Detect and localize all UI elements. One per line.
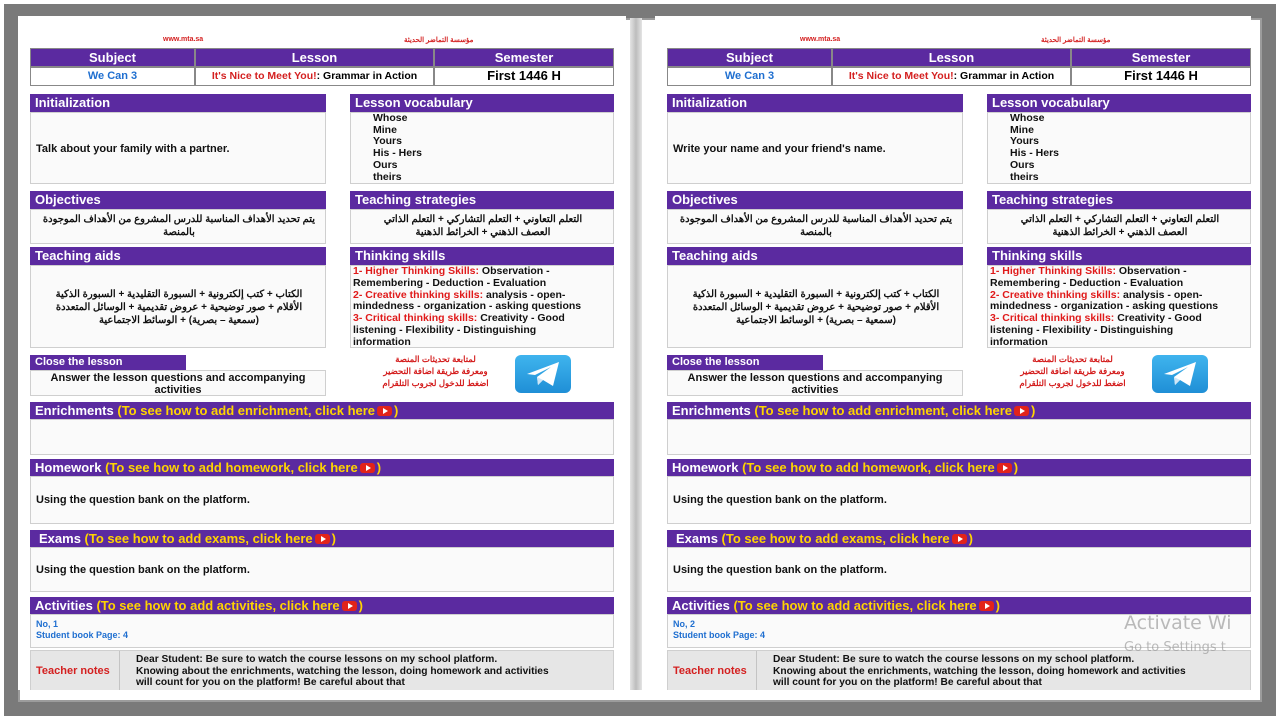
enrichments-box xyxy=(667,419,1251,455)
watermark-line1: Activate Wi xyxy=(1124,612,1232,634)
homework-link[interactable]: (To see how to add homework, click here xyxy=(742,460,995,475)
initialization-header: Initialization xyxy=(667,94,963,112)
list-line: His - Hers xyxy=(373,147,423,160)
site-url[interactable]: www.mta.sa xyxy=(163,36,204,43)
list-line: يتم تحديد الأهداف المناسبة للدرس المشروع من الأهداف الموجودة xyxy=(679,214,953,225)
list-line: الأقلام + صور توضيحية + عروض تقديمية + الوسائل المتعددة xyxy=(55,302,303,313)
thinking-text xyxy=(353,266,615,349)
site-name: مؤسسة التماضر الحديثة xyxy=(404,37,474,44)
creative-label: 2- Creative thinking skills: xyxy=(353,288,484,301)
activity-page: Student book Page: 4 xyxy=(673,630,766,640)
telegram-button[interactable] xyxy=(1152,355,1208,393)
thinking-text xyxy=(990,266,1251,349)
aids-box xyxy=(30,265,326,348)
close-text-1: Answer the lesson questions and accompanying xyxy=(687,372,943,384)
lesson-value xyxy=(195,67,434,86)
exams-text: Using the question bank on the platform. xyxy=(36,564,250,576)
activities-title: Activities xyxy=(35,598,93,613)
activities-link-close: ) xyxy=(358,598,364,613)
list-line: لمتابعة تحديثات المنصة xyxy=(1032,354,1113,364)
initialization-box xyxy=(667,112,963,184)
teacher-notes-label: Teacher notes xyxy=(36,665,110,677)
subject-value: We Can 3 xyxy=(667,67,832,86)
list-line: بالمنصة xyxy=(163,227,195,238)
aids-header: Teaching aids xyxy=(30,247,326,265)
telegram-promo-text[interactable] xyxy=(363,353,508,389)
telegram-button[interactable] xyxy=(515,355,571,393)
lesson-subtitle: : Grammar in Action xyxy=(316,70,418,82)
activities-link[interactable]: (To see how to add activities, click here xyxy=(733,598,977,613)
enrichments-link[interactable]: (To see how to add enrichment, click here xyxy=(754,403,1013,418)
critical-label: 3- Critical thinking skills: xyxy=(353,312,478,325)
higher-text-2: Remembering - Deduction - Evaluation xyxy=(353,276,547,289)
list-line: الكتاب + كتب إلكترونية + السبورة التقليدية + السبورة الذكية xyxy=(692,289,940,300)
thinking-box xyxy=(350,265,614,348)
youtube-icon[interactable] xyxy=(377,406,392,416)
list-line: Ours xyxy=(1010,158,1035,171)
lesson-subtitle: : Grammar in Action xyxy=(953,70,1055,82)
subject-value: We Can 3 xyxy=(30,67,195,86)
close-header: Close the lesson xyxy=(30,355,186,370)
aids-box xyxy=(667,265,963,348)
aids-text xyxy=(31,288,327,327)
exams-header xyxy=(667,530,1251,547)
youtube-icon[interactable] xyxy=(360,463,375,473)
enrichments-header xyxy=(667,402,1251,419)
teacher-notes-text xyxy=(773,654,1251,689)
objectives-box xyxy=(30,209,326,244)
list-line: بالمنصة xyxy=(800,227,832,238)
list-line: لمتابعة تحديثات المنصة xyxy=(395,354,476,364)
close-text-2: activities xyxy=(791,383,839,396)
aids-text xyxy=(668,288,964,327)
homework-text: Using the question bank on the platform. xyxy=(673,494,887,506)
list-line: الأقلام + صور توضيحية + عروض تقديمية + الوسائل المتعددة xyxy=(692,302,940,313)
strategies-box xyxy=(350,209,614,244)
objectives-text xyxy=(668,213,964,239)
youtube-icon[interactable] xyxy=(342,601,357,611)
homework-header xyxy=(667,459,1251,476)
table-header-lesson: Lesson xyxy=(832,48,1071,67)
youtube-icon[interactable] xyxy=(1014,406,1029,416)
lesson-plan-page-1 xyxy=(18,16,626,690)
creative-label: 2- Creative thinking skills: xyxy=(990,288,1121,301)
list-line: التعلم التعاوني + التعلم التشاركي + التعلم الذاتي xyxy=(1020,214,1220,225)
exams-text: Using the question bank on the platform. xyxy=(673,564,887,576)
telegram-icon xyxy=(1152,355,1208,393)
exams-link[interactable]: (To see how to add exams, click here xyxy=(84,531,313,546)
homework-title: Homework xyxy=(672,460,739,475)
lesson-value xyxy=(832,67,1071,86)
vocabulary-box xyxy=(987,112,1251,184)
vocabulary-box xyxy=(350,112,614,184)
list-line: Yours xyxy=(373,135,402,148)
close-box xyxy=(667,370,963,396)
lesson-plan-page-2 xyxy=(655,16,1251,690)
list-line: اضغط للدخول لجروب التلقرام xyxy=(1019,378,1126,388)
enrichments-box xyxy=(30,419,614,455)
higher-label: 1- Higher Thinking Skills: xyxy=(353,265,480,277)
notes-divider xyxy=(119,651,120,690)
activities-box xyxy=(30,614,614,648)
list-line: Whose xyxy=(373,112,408,124)
activities-title: Activities xyxy=(672,598,730,613)
homework-link[interactable]: (To see how to add homework, click here xyxy=(105,460,358,475)
activities-link[interactable]: (To see how to add activities, click here xyxy=(96,598,340,613)
vocabulary-list xyxy=(373,113,422,183)
semester-value: First 1446 H xyxy=(434,67,614,86)
higher-label: 1- Higher Thinking Skills: xyxy=(990,265,1117,277)
list-line: ومعرفة طريقة اضافة التحضير xyxy=(383,366,488,376)
activity-page: Student book Page: 4 xyxy=(36,630,129,640)
site-name: مؤسسة التماضر الحديثة xyxy=(1041,37,1111,44)
telegram-promo-text[interactable] xyxy=(1000,353,1145,389)
homework-link-close: ) xyxy=(376,460,382,475)
list-line: Mine xyxy=(1010,123,1034,136)
list-line: Knowing about the enrichments, watching the lesson, doing homework and activities xyxy=(773,665,1186,677)
enrichments-title: Enrichments xyxy=(35,403,114,418)
enrichments-link[interactable]: (To see how to add enrichment, click here xyxy=(117,403,376,418)
exams-title: Exams xyxy=(676,531,718,546)
critical-text-1: Creativity - Good xyxy=(477,312,565,325)
critical-text-3: information xyxy=(353,335,411,348)
site-url[interactable]: www.mta.sa xyxy=(800,36,841,43)
vocabulary-list xyxy=(1010,113,1059,183)
activity-number: No, 1 xyxy=(36,619,59,629)
exams-box xyxy=(30,547,614,592)
table-header-semester: Semester xyxy=(1071,48,1251,67)
initialization-text: Write your name and your friend's name. xyxy=(673,143,886,155)
activities-link-close: ) xyxy=(995,598,1001,613)
table-header-subject: Subject xyxy=(30,48,195,67)
page-gutter xyxy=(630,18,642,690)
exams-title: Exams xyxy=(39,531,81,546)
table-header-semester: Semester xyxy=(434,48,614,67)
list-line: Knowing about the enrichments, watching the lesson, doing homework and activities xyxy=(136,665,549,677)
creative-text-1: analysis - open- xyxy=(483,288,566,301)
list-line: His - Hers xyxy=(1010,147,1060,160)
teacher-notes-box xyxy=(30,650,614,690)
homework-header xyxy=(30,459,614,476)
vocabulary-header: Lesson vocabulary xyxy=(987,94,1251,112)
youtube-icon[interactable] xyxy=(979,601,994,611)
close-text-2: activities xyxy=(154,383,202,396)
thinking-header: Thinking skills xyxy=(987,247,1251,265)
activities-header xyxy=(30,597,614,614)
close-header: Close the lesson xyxy=(667,355,823,370)
strategies-header: Teaching strategies xyxy=(987,191,1251,209)
exams-link-close: ) xyxy=(331,531,336,546)
exams-header xyxy=(30,530,614,547)
list-line: theirs xyxy=(1010,170,1039,183)
list-line: will count for you on the platform! Be careful about that xyxy=(136,677,405,689)
list-line: Ours xyxy=(373,158,398,171)
list-line: التعلم التعاوني + التعلم التشاركي + التعلم الذاتي xyxy=(383,214,583,225)
initialization-header: Initialization xyxy=(30,94,326,112)
objectives-box xyxy=(667,209,963,244)
creative-text-2: mindedness - organization - asking questions xyxy=(990,300,1219,313)
activity-number: No, 2 xyxy=(673,619,696,629)
lesson-title: It's Nice to Meet You! xyxy=(211,70,317,82)
list-line: اضغط للدخول لجروب التلقرام xyxy=(382,378,489,388)
list-line: (سمعية – بصرية) + الوسائط الاجتماعية xyxy=(99,315,259,326)
creative-text-1: analysis - open- xyxy=(1120,288,1203,301)
list-line: ومعرفة طريقة اضافة التحضير xyxy=(1020,366,1125,376)
teacher-notes-box xyxy=(667,650,1251,690)
enrichments-link-close: ) xyxy=(1031,403,1036,418)
enrichments-header xyxy=(30,402,614,419)
initialization-text: Talk about your family with a partner. xyxy=(36,143,230,155)
list-line: Yours xyxy=(1010,135,1039,148)
list-line: will count for you on the platform! Be careful about that xyxy=(773,677,1042,689)
critical-text-2: listening - Flexibility - Distinguishing xyxy=(353,323,537,336)
creative-text-2: mindedness - organization - asking questions xyxy=(353,300,582,313)
homework-text: Using the question bank on the platform. xyxy=(36,494,250,506)
higher-text-2: Remembering - Deduction - Evaluation xyxy=(990,276,1184,289)
list-line: العصف الذهني + الخرائط الذهنية xyxy=(415,227,551,238)
youtube-icon[interactable] xyxy=(997,463,1012,473)
semester-value: First 1446 H xyxy=(1071,67,1251,86)
vocabulary-header: Lesson vocabulary xyxy=(350,94,614,112)
higher-text-1: Observation - xyxy=(1116,265,1187,277)
objectives-header: Objectives xyxy=(30,191,326,209)
strategies-text xyxy=(351,213,615,239)
list-line: يتم تحديد الأهداف المناسبة للدرس المشروع من الأهداف الموجودة xyxy=(42,214,316,225)
exams-link[interactable]: (To see how to add exams, click here xyxy=(721,531,950,546)
strategies-box xyxy=(987,209,1251,244)
list-line: Dear Student: Be sure to watch the course lessons on my school platform. xyxy=(773,654,1135,665)
watermark-line2: Go to Settings t xyxy=(1124,640,1226,655)
list-line: Whose xyxy=(1010,112,1045,124)
homework-box xyxy=(667,476,1251,524)
thinking-box xyxy=(987,265,1251,348)
homework-link-close: ) xyxy=(1013,460,1019,475)
homework-box xyxy=(30,476,614,524)
critical-text-1: Creativity - Good xyxy=(1114,312,1202,325)
objectives-text xyxy=(31,213,327,239)
table-header-subject: Subject xyxy=(667,48,832,67)
critical-text-2: listening - Flexibility - Distinguishing xyxy=(990,323,1174,336)
critical-text-3: information xyxy=(990,335,1048,348)
homework-title: Homework xyxy=(35,460,102,475)
youtube-icon[interactable] xyxy=(952,534,967,544)
list-line: العصف الذهني + الخرائط الذهنية xyxy=(1052,227,1188,238)
list-line: (سمعية – بصرية) + الوسائط الاجتماعية xyxy=(736,315,896,326)
notes-divider xyxy=(756,651,757,690)
list-line: Mine xyxy=(373,123,397,136)
list-line: Dear Student: Be sure to watch the course lessons on my school platform. xyxy=(136,654,498,665)
telegram-icon xyxy=(515,355,571,393)
initialization-box xyxy=(30,112,326,184)
enrichments-title: Enrichments xyxy=(672,403,751,418)
teacher-notes-text xyxy=(136,654,616,689)
exams-box xyxy=(667,547,1251,592)
table-header-lesson: Lesson xyxy=(195,48,434,67)
list-line: الكتاب + كتب إلكترونية + السبورة التقليدية + السبورة الذكية xyxy=(55,289,303,300)
strategies-header: Teaching strategies xyxy=(350,191,614,209)
strategies-text xyxy=(988,213,1251,239)
close-text-1: Answer the lesson questions and accompanying xyxy=(50,372,306,384)
close-box xyxy=(30,370,326,396)
objectives-header: Objectives xyxy=(667,191,963,209)
lesson-title: It's Nice to Meet You! xyxy=(848,70,954,82)
aids-header: Teaching aids xyxy=(667,247,963,265)
higher-text-1: Observation - xyxy=(479,265,550,277)
enrichments-link-close: ) xyxy=(394,403,399,418)
thinking-header: Thinking skills xyxy=(350,247,614,265)
list-line: theirs xyxy=(373,170,402,183)
exams-link-close: ) xyxy=(968,531,973,546)
youtube-icon[interactable] xyxy=(315,534,330,544)
teacher-notes-label: Teacher notes xyxy=(673,665,747,677)
critical-label: 3- Critical thinking skills: xyxy=(990,312,1115,325)
